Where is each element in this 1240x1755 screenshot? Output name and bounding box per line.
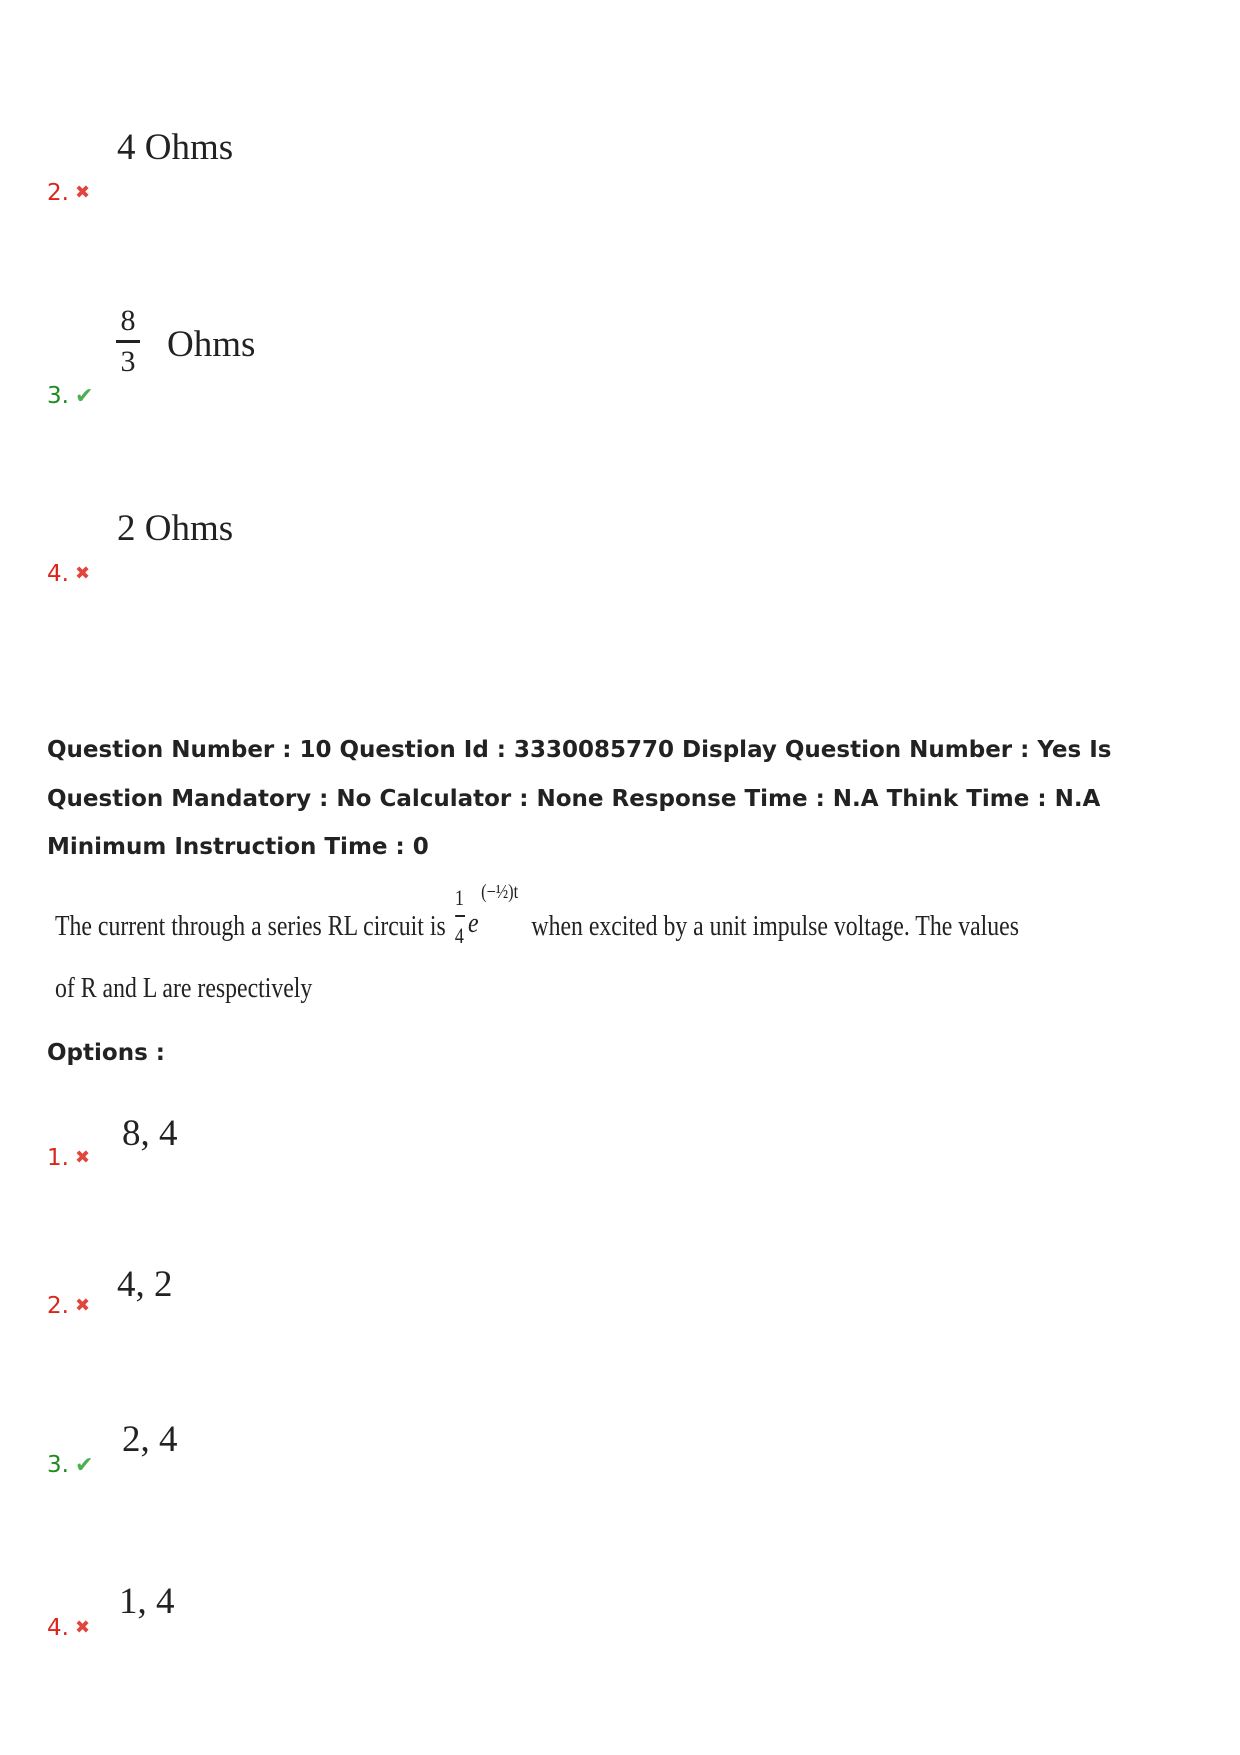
cross-icon: ✖ [74, 1147, 91, 1168]
formula-numerator: 1 [454, 885, 464, 911]
cross-icon: ✖ [74, 1295, 91, 1316]
prev-option-3-value: Ohms [167, 324, 256, 365]
option-4-value: 1, 4 [119, 1581, 175, 1622]
prev-option-2-value: 4 Ohms [117, 127, 234, 168]
option-1-value: 8, 4 [122, 1113, 178, 1154]
question-line-2: of R and L are respectively [55, 972, 313, 1004]
prev-option-4-value: 2 Ohms [117, 508, 234, 549]
option-3-value: 2, 4 [122, 1419, 178, 1460]
question-text-before: The current through a series RL circuit is [55, 910, 446, 942]
option-2-value: 4, 2 [117, 1264, 173, 1305]
question-line-1 [55, 881, 1019, 949]
cross-icon: ✖ [74, 1617, 91, 1638]
prev-option-2-number: 2. [47, 180, 69, 206]
prev-option-3-number: 3. [47, 383, 69, 409]
option-4-number: 4. [47, 1615, 69, 1641]
formula-base: e [468, 907, 479, 940]
options-label: Options : [47, 1040, 165, 1066]
option-3-number: 3. [47, 1452, 69, 1478]
formula-denominator: 4 [454, 923, 464, 949]
cross-icon: ✖ [74, 182, 91, 203]
formula-exponent: (−½)t [481, 881, 519, 904]
fraction-denominator: 3 [120, 345, 136, 378]
question-meta: Question Number : 10 Question Id : 3330085770 Display Question Number : Yes Is Question Mandatory : No Calculator : None Response Time : N.A Think Time : N.A Minimum Instruction Time : 0 [47, 737, 1112, 860]
option-1-number: 1. [47, 1145, 69, 1171]
prev-option-3-fraction [116, 306, 140, 377]
current-formula [452, 881, 526, 949]
cross-icon: ✖ [74, 563, 91, 584]
option-2-number: 2. [47, 1293, 69, 1319]
formula-bar [455, 915, 465, 917]
fraction-bar [116, 340, 140, 343]
check-icon: ✔ [74, 1453, 94, 1478]
question-text-after: when excited by a unit impulse voltage. The values [531, 910, 1019, 942]
check-icon: ✔ [74, 384, 94, 409]
fraction-numerator: 8 [120, 304, 136, 337]
prev-option-4-number: 4. [47, 561, 69, 587]
